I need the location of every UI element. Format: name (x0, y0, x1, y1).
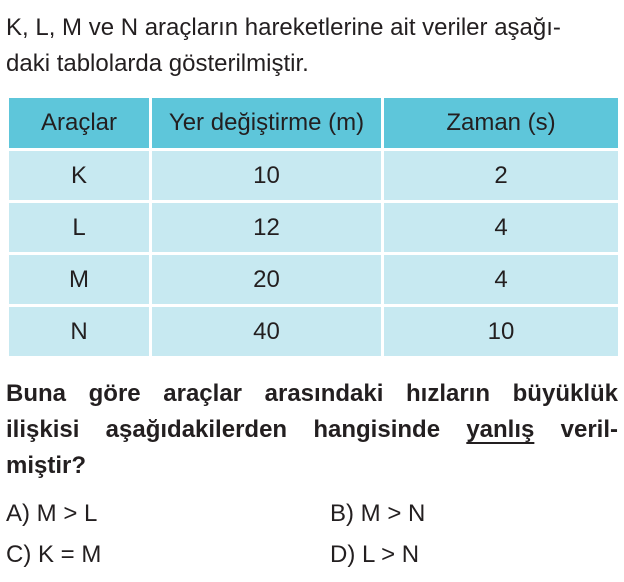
cell-vehicle: N (8, 306, 151, 358)
options-row-2 (6, 541, 618, 582)
cell-displacement: 40 (151, 306, 383, 358)
intro-text (6, 10, 618, 82)
header-time: Zaman (s) (383, 97, 620, 150)
cell-time: 10 (383, 306, 620, 358)
cell-vehicle: K (8, 150, 151, 202)
option-b[interactable]: B) M > N (330, 500, 426, 527)
cell-displacement: 12 (151, 202, 383, 254)
cell-vehicle: M (8, 254, 151, 306)
question-line-2-start: ilişkisi aşağıdakilerden hangisinde (6, 416, 467, 443)
vehicle-data-table (6, 95, 621, 359)
option-d[interactable]: D) L > N (330, 541, 420, 568)
option-a[interactable]: A) M > L (6, 500, 98, 527)
cell-time: 4 (383, 202, 620, 254)
header-vehicles: Araçlar (8, 97, 151, 150)
question-text (6, 376, 618, 484)
table-header-row (8, 97, 620, 150)
cell-displacement: 20 (151, 254, 383, 306)
table-row (8, 254, 620, 306)
cell-displacement: 10 (151, 150, 383, 202)
intro-line-1: K, L, M ve N araçların hareketlerine ait veriler aşağı- (6, 14, 561, 41)
cell-time: 2 (383, 150, 620, 202)
intro-line-2: daki tablolarda gösterilmiştir. (6, 50, 309, 77)
header-displacement: Yer değiştirme (m) (151, 97, 383, 150)
question-line-3: miştir? (6, 452, 87, 479)
options-row-1 (6, 500, 618, 541)
emphasis-wrong: yanlış (466, 416, 535, 443)
answer-options (6, 500, 618, 582)
table-row (8, 306, 620, 358)
option-c[interactable]: C) K = M (6, 541, 102, 568)
table-row (8, 150, 620, 202)
cell-time: 4 (383, 254, 620, 306)
cell-vehicle: L (8, 202, 151, 254)
question-line-2-end: veril- (534, 416, 618, 443)
question-line-2 (6, 412, 618, 448)
question-line-1: Buna göre araçlar arasındaki hızların büyüklük (6, 380, 618, 407)
table-row (8, 202, 620, 254)
